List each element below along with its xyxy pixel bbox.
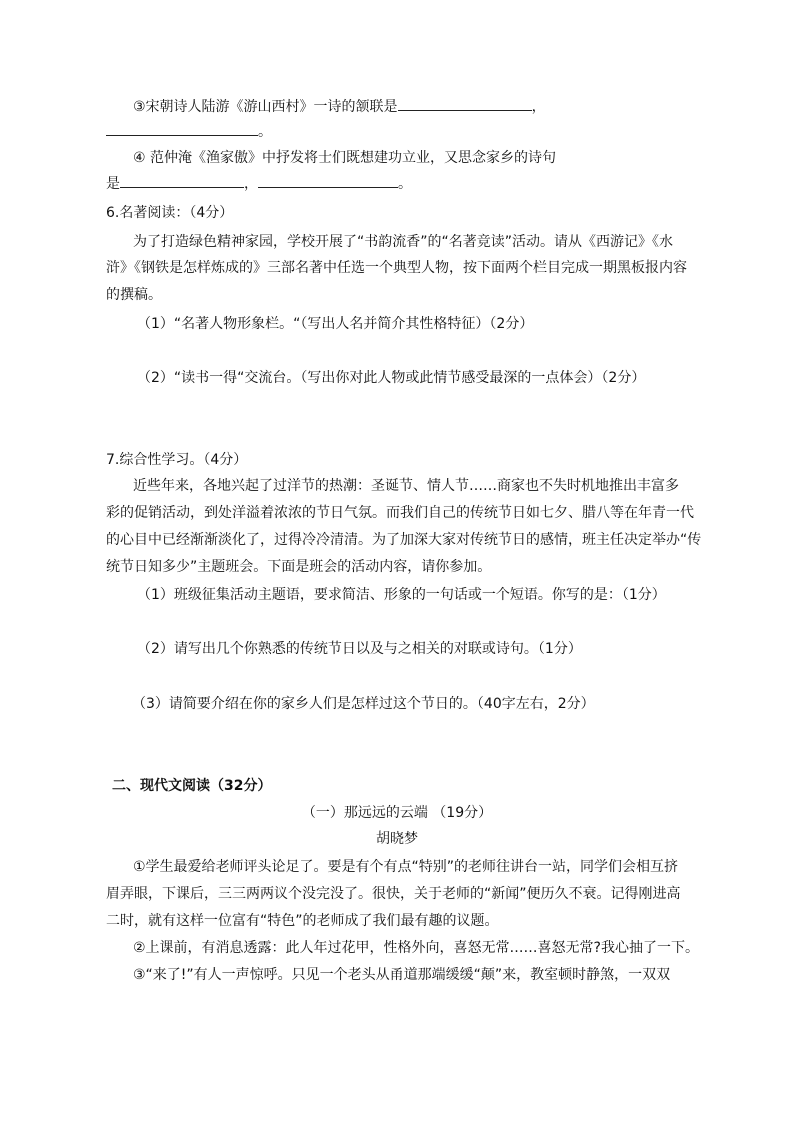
- q7-title: 7.综合性学习。（4分）: [106, 452, 248, 468]
- answer-blank[interactable]: [398, 96, 532, 111]
- q5-item3-cont: 。: [106, 121, 272, 142]
- q7-para-line: 彩的促销活动，到处洋溢着浓浓的节日气氛。而我们自己的传统节日如七夕、腊八等在年青一代: [106, 505, 694, 521]
- q6-sub2: （2）“读书一得“交流台。（写出你对此人物或此情节感受最深的一点体会）（2分）: [137, 370, 646, 386]
- q7-sub1: （1）班级征集活动主题语，要求简洁、形象的一句话或一个短语。你写的是：（1分）: [137, 587, 666, 603]
- article-paragraph-line: ①学生最爱给老师评头论足了。要是有个有点“特别”的老师往讲台一站，同学们会相互挤: [133, 859, 679, 875]
- article-paragraph-line: 二时，就有这样一位富有“特色”的老师成了我们最有趣的议题。: [106, 913, 499, 929]
- answer-blank[interactable]: [258, 173, 398, 188]
- q7-para-line: 近些年来，各地兴起了过洋节的热潮：圣诞节、情人节……商家也不失时机地推出丰富多: [133, 478, 679, 494]
- q5-item3-text: ③宋朝诗人陆游《游山西村》一诗的颔联是: [133, 99, 398, 115]
- article-title: （一）那远远的云端 （19分）: [301, 805, 493, 821]
- answer-blank[interactable]: [120, 173, 244, 188]
- q6-para-line: 为了打造绿色精神家园，学校开展了“书韵流香”的“名著竞读”活动。请从《西游记》《水: [133, 234, 674, 250]
- q6-title: 6.名著阅读：（4分）: [106, 205, 234, 221]
- q7-para-line: 的心目中已经渐渐淡化了，过得冷冷清清。为了加深大家对传统节日的感情，班主任决定举办“传: [106, 532, 702, 548]
- section-heading: 二、现代文阅读（32分）: [112, 778, 272, 794]
- article-author: 胡晓梦: [376, 831, 418, 847]
- q6-para-line: 浒》《钢铁是怎样炼成的》三部名著中任选一个典型人物，按下面两个栏目完成一期黑板报内容: [106, 260, 687, 276]
- article-paragraph-line: ②上课前，有消息透露：此人年过花甲，性格外向，喜怒无常……喜怒无常?我心抽了一下。: [133, 940, 699, 956]
- q5-item4-cont: 是 ， 。: [106, 173, 412, 194]
- q7-para-line: 统节日知多少”主题班会。下面是班会的活动内容，请你参加。: [106, 559, 492, 575]
- q5-item4: ④ 范仲淹《渔家傲》中抒发将士们既想建功立业，又思念家乡的诗句: [133, 150, 556, 166]
- q6-sub1: （1）“名著人物形象栏。“（写出人名并简介其性格特征）（2分）: [137, 316, 534, 332]
- q6-para-line: 的撰稿。: [106, 287, 162, 303]
- article-paragraph-line: ③“来了!”有人一声惊呼。只见一个老头从甬道那端缓缓“颠”来，教室顿时静煞，一双双: [133, 967, 671, 983]
- answer-blank[interactable]: [106, 121, 258, 136]
- q7-sub3: （3）请简要介绍在你的家乡人们是怎样过这个节日的。（40字左右，2分）: [132, 696, 595, 712]
- q5-item3: ③宋朝诗人陆游《游山西村》一诗的颔联是 ，: [133, 96, 546, 117]
- q7-sub2: （2）请写出几个你熟悉的传统节日以及与之相关的对联或诗句。（1分）: [137, 641, 582, 657]
- article-paragraph-line: 眉弄眼，下课后，三三两两议个没完没了。很快，关于老师的“新闻”便历久不衰。记得刚进高: [106, 886, 681, 902]
